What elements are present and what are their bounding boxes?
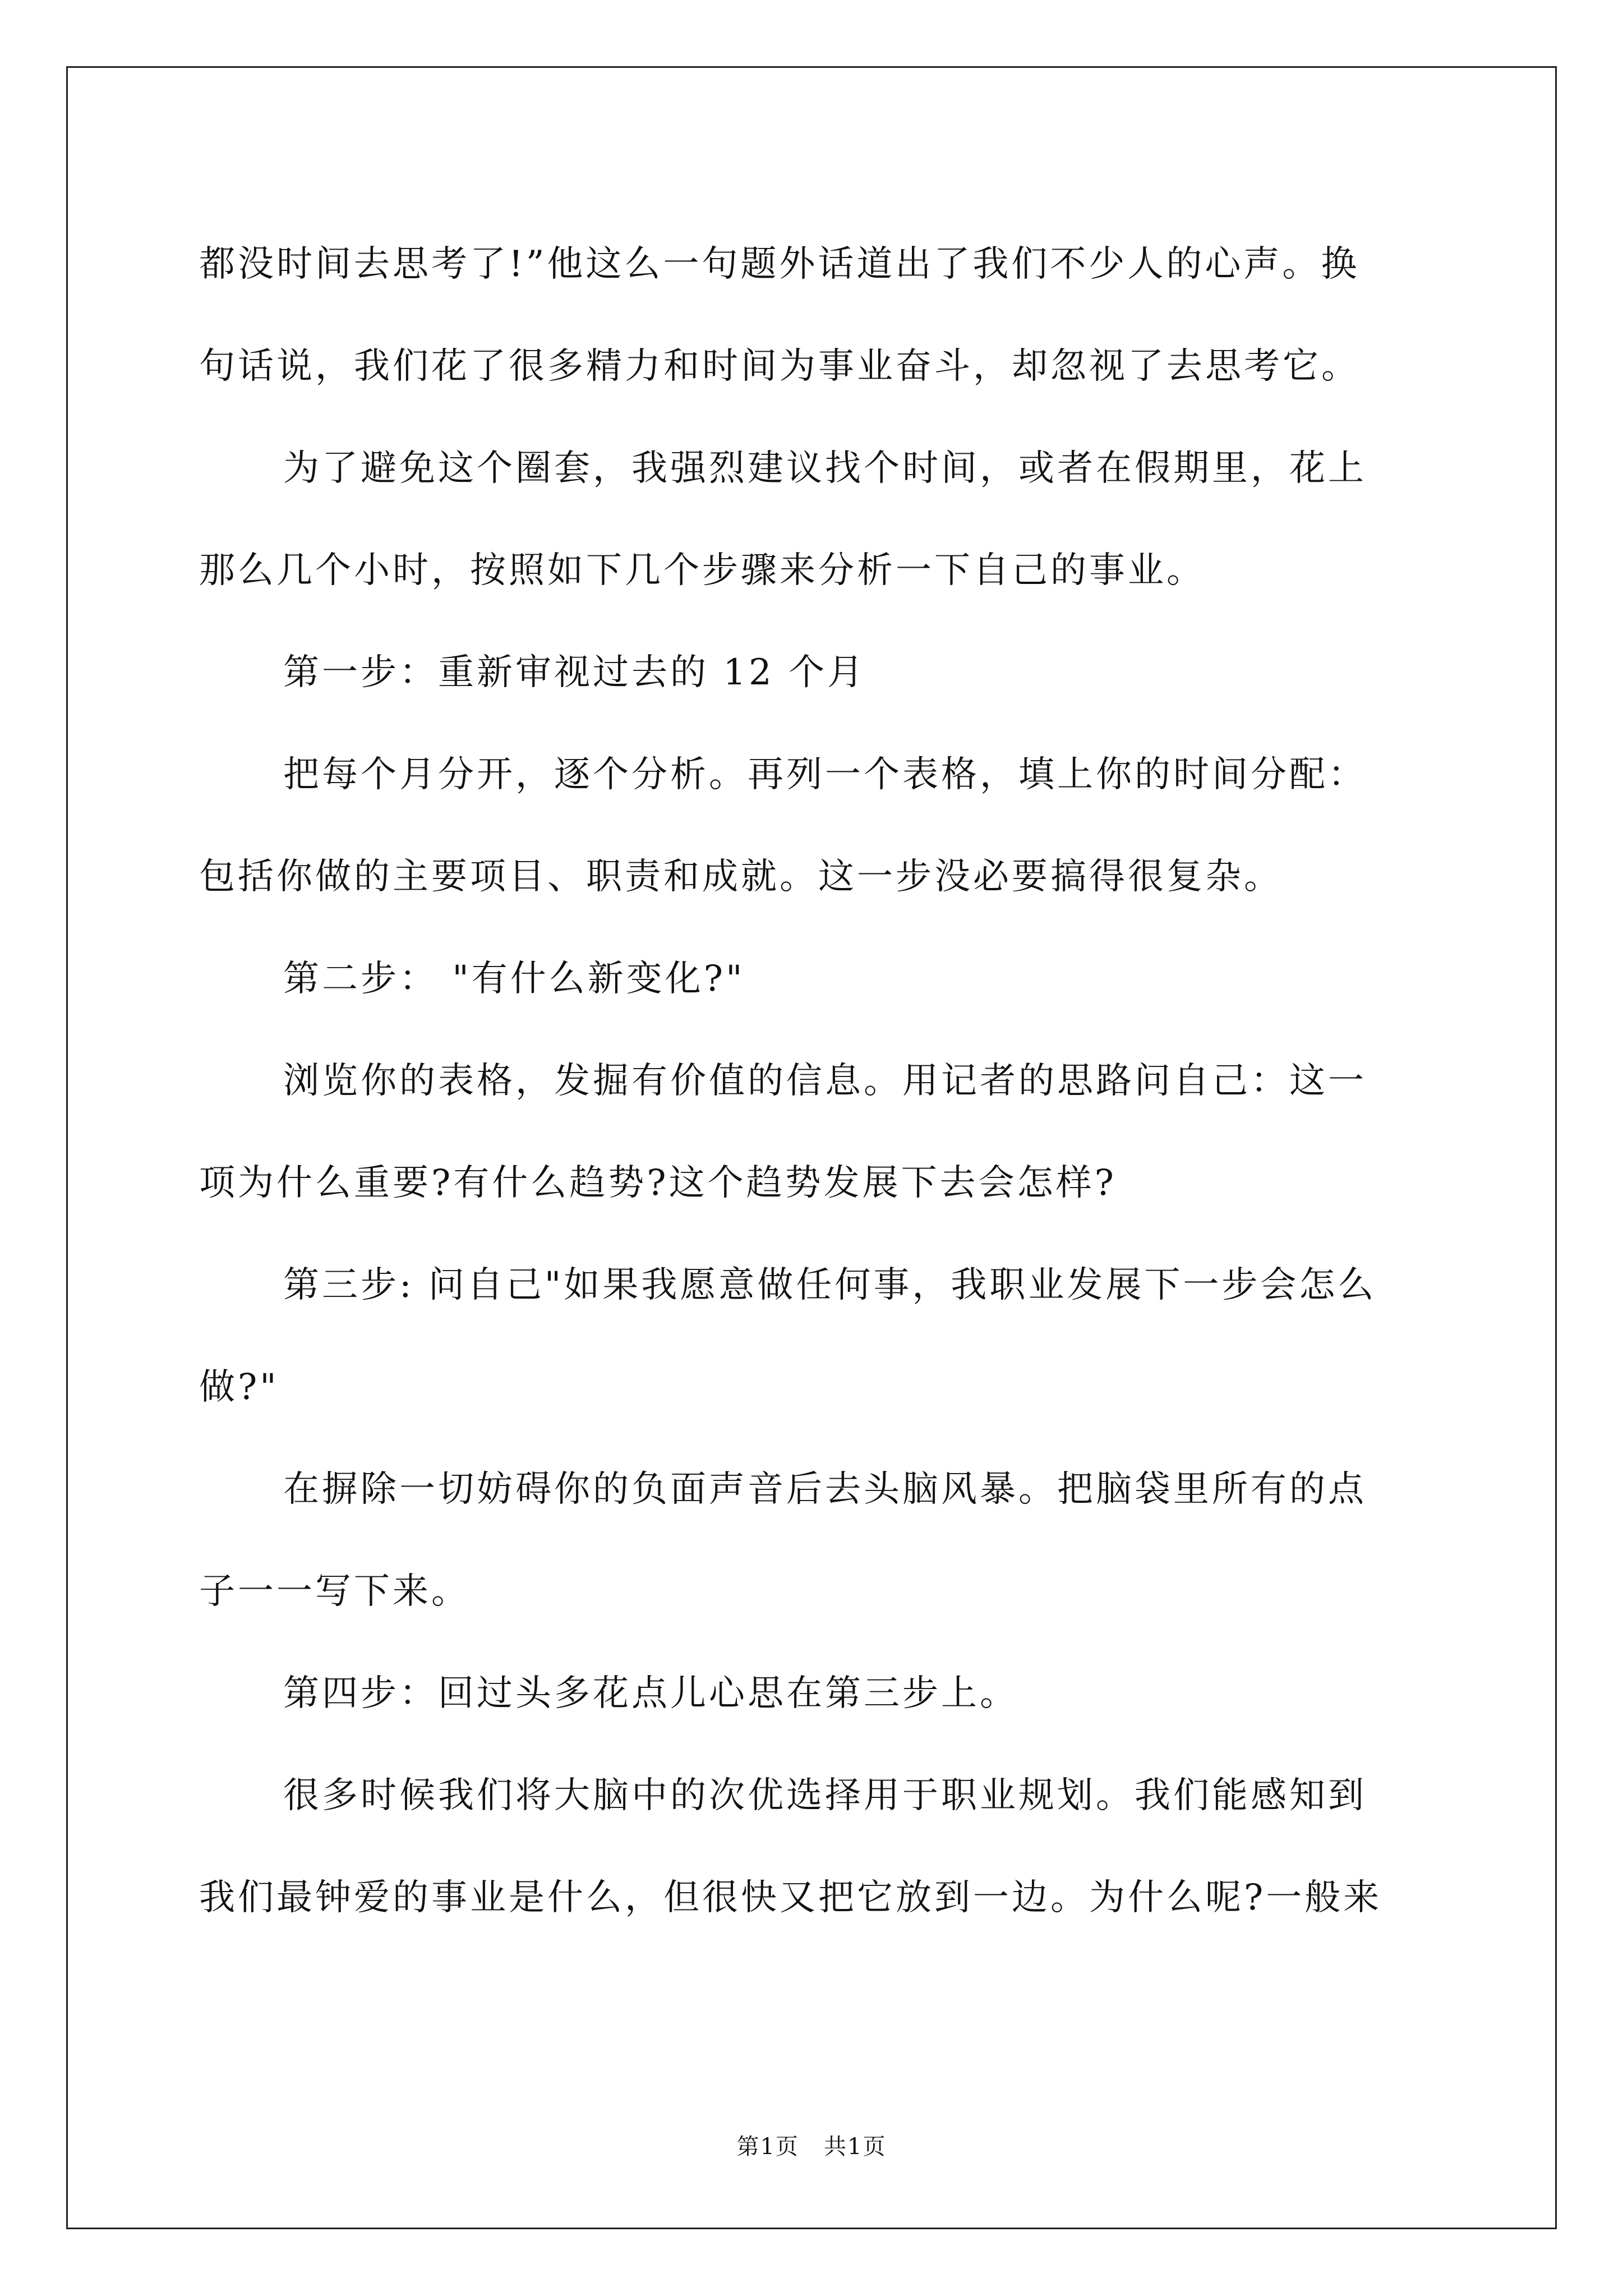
text-line: 我们最钟爱的事业是什么，但很快又把它放到一边。为什么呢?一般来 — [199, 1877, 1382, 1918]
step-heading: 第一步：重新审视过去的 12 个月 — [283, 652, 866, 693]
text-line: 句话说，我们花了很多精力和时间为事业奋斗，却忽视了去思考它。 — [199, 346, 1360, 387]
page-number-footer: 第1页 共1页 — [736, 2134, 887, 2160]
text-line: 包括你做的主要项目、职责和成就。这一步没必要搞得很复杂。 — [199, 856, 1283, 898]
text-line: 很多时候我们将大脑中的次优选择用于职业规划。我们能感知到 — [283, 1775, 1367, 1816]
step-heading: 第二步： "有什么新变化?" — [283, 958, 745, 1000]
text-line: 把每个月分开，逐个分析。再列一个表格，填上你的时间分配： — [283, 754, 1367, 795]
text-line: 项为什么重要?有什么趋势?这个趋势发展下去会怎样? — [199, 1162, 1117, 1204]
text-line: 浏览你的表格，发掘有价值的信息。用记者的思路问自己：这一 — [283, 1060, 1367, 1102]
text-line: 做?" — [199, 1366, 279, 1408]
text-line: 子一一写下来。 — [199, 1571, 470, 1612]
step-heading: 第四步：回过头多花点儿心思在第三步上。 — [283, 1673, 1018, 1714]
text-line: 为了避免这个圈套，我强烈建议找个时间，或者在假期里，花上 — [283, 448, 1367, 489]
text-line: 在摒除一切妨碍你的负面声音后去头脑风暴。把脑袋里所有的点 — [283, 1469, 1367, 1510]
document-body — [199, 213, 1427, 1949]
step-heading: 第三步: 问自己"如果我愿意做任何事，我职业发展下一步会怎么 — [283, 1264, 1377, 1306]
text-line: 那么几个小时，按照如下几个步骤来分析一下自己的事业。 — [199, 550, 1205, 591]
text-line: 都没时间去思考了!”他这么一句题外话道出了我们不少人的心声。换 — [199, 243, 1360, 285]
